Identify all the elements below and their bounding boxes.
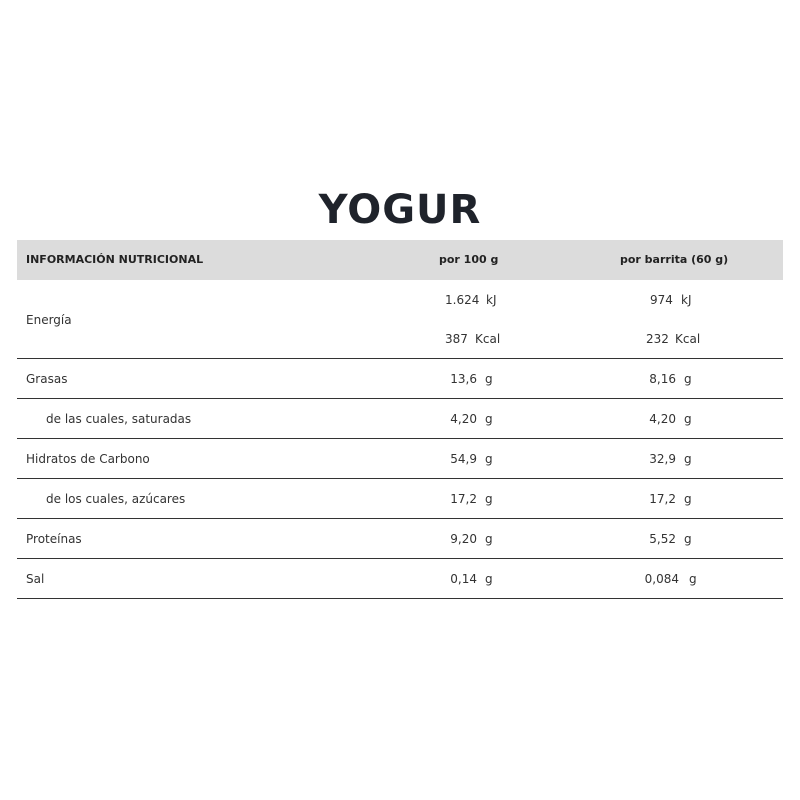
value-per-bar: 0,084 — [644, 572, 679, 586]
energy-kj-bar: 974 — [650, 293, 673, 307]
header-per-100g: por 100 g — [439, 253, 499, 266]
value-per-bar: 4,20 — [649, 412, 676, 426]
energy-kj-100: 1.624 — [445, 293, 480, 307]
header-label: INFORMACIÓN NUTRICIONAL — [26, 253, 204, 266]
row-label: Hidratos de Carbono — [26, 452, 150, 466]
unit-per-100g: g — [485, 412, 493, 426]
table-row — [17, 359, 783, 399]
row-label: de los cuales, azúcares — [46, 492, 186, 506]
value-per-100g: 0,14 — [450, 572, 477, 586]
unit-per-100g: g — [485, 452, 493, 466]
unit-per-bar: g — [684, 532, 692, 546]
unit-per-100g: g — [485, 372, 493, 386]
value-per-100g: 54,9 — [450, 452, 477, 466]
product-title: YOGUR — [318, 187, 482, 233]
energy-kcal-unit-bar: Kcal — [675, 332, 701, 346]
unit-per-100g: g — [485, 532, 493, 546]
row-label: de las cuales, saturadas — [46, 412, 192, 426]
value-per-100g: 9,20 — [450, 532, 477, 546]
energy-kcal-bar: 232 — [646, 332, 669, 346]
energy-kcal-100: 387 — [445, 332, 468, 346]
table-row — [17, 479, 783, 519]
unit-per-100g: g — [485, 572, 493, 586]
unit-per-bar: g — [684, 452, 692, 466]
nutrition-table — [17, 240, 783, 599]
value-per-bar: 17,2 — [649, 492, 676, 506]
header-per-bar: por barrita (60 g) — [620, 253, 729, 266]
row-label: Proteínas — [26, 532, 82, 546]
table-row — [17, 439, 783, 479]
unit-per-bar: g — [684, 492, 692, 506]
energy-kcal-unit: Kcal — [475, 332, 501, 346]
row-label: Sal — [26, 572, 45, 586]
value-per-100g: 13,6 — [450, 372, 477, 386]
value-per-bar: 32,9 — [649, 452, 676, 466]
value-per-100g: 4,20 — [450, 412, 477, 426]
table-row-energy — [17, 280, 783, 359]
row-label: Energía — [26, 313, 72, 327]
unit-per-bar: g — [689, 572, 697, 586]
table-header — [17, 240, 783, 280]
table-row — [17, 399, 783, 439]
energy-kj-unit: kJ — [486, 293, 497, 307]
energy-kj-unit-bar: kJ — [681, 293, 692, 307]
value-per-bar: 8,16 — [649, 372, 676, 386]
row-label: Grasas — [26, 372, 68, 386]
table-row — [17, 519, 783, 559]
table-row — [17, 559, 783, 599]
unit-per-bar: g — [684, 412, 692, 426]
unit-per-100g: g — [485, 492, 493, 506]
value-per-bar: 5,52 — [649, 532, 676, 546]
unit-per-bar: g — [684, 372, 692, 386]
value-per-100g: 17,2 — [450, 492, 477, 506]
